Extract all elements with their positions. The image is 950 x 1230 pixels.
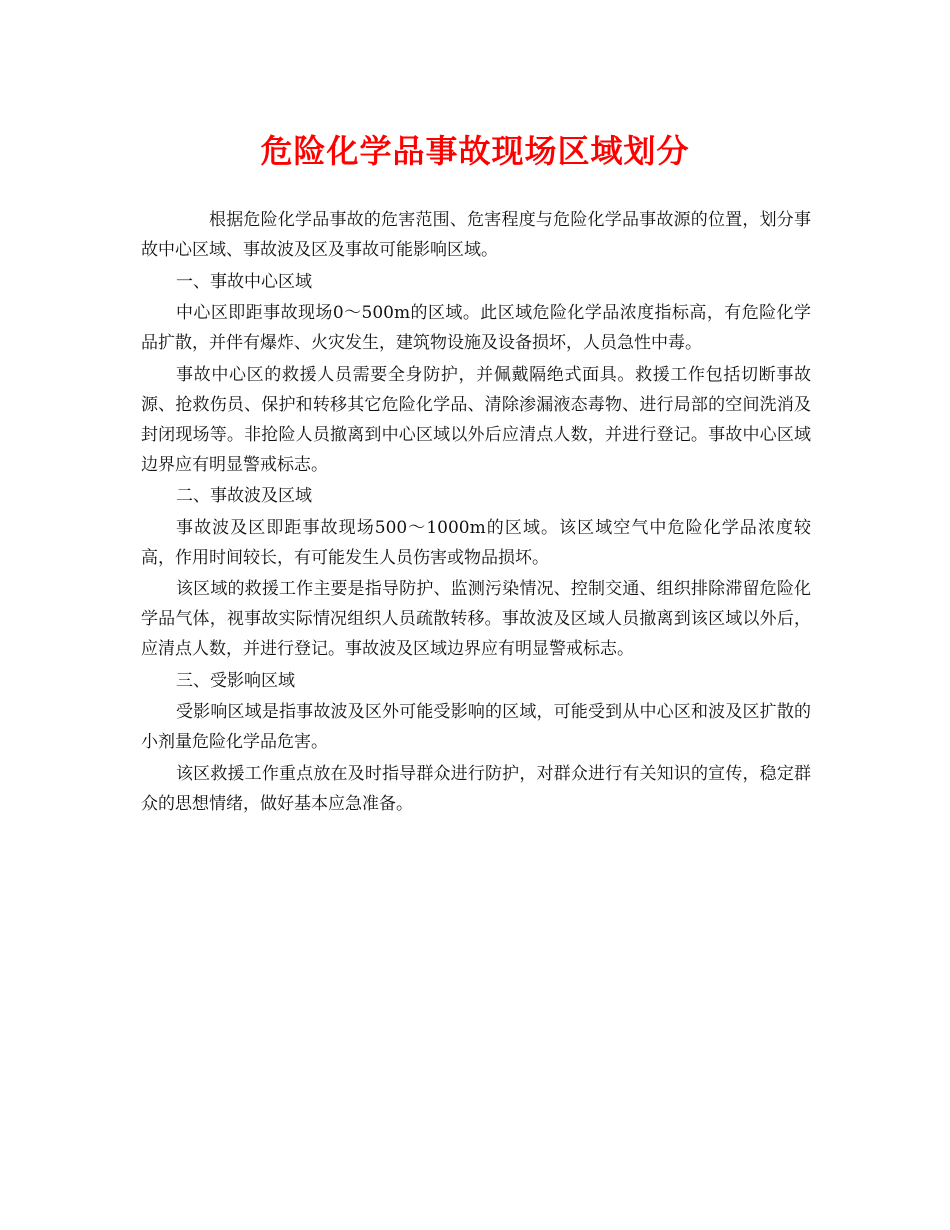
paragraph-affected-zone-rescue: 该区域的救援工作主要是指导防护、监测污染情况、控制交通、组织排除滞留危险化学品气体，视事故实际情况组织人员疏散转移。事故波及区域人员撤离到该区域以外后，应清点人数，并进行登记。事故波及区域边界应有明显警戒标志。 [141, 579, 811, 659]
paragraph-influence-zone-rescue: 该区救援工作重点放在及时指导群众进行防护，对群众进行有关知识的宣传，稳定群众的思想情绪，做好基本应急准备。 [141, 763, 811, 814]
paragraph-intro: 根据危险化学品事故的危害范围、危害程度与危险化学品事故源的位置，划分事故中心区域、事故波及区及事故可能影响区域。 [141, 210, 811, 260]
paragraph-affected-zone-definition: 事故波及区即距事故现场500～1000m的区域。该区域空气中危险化学品浓度较高，作用时间较长，有可能发生人员伤害或物品损坏。 [141, 517, 811, 568]
paragraph-center-zone-definition: 中心区即距事故现场0～500m的区域。此区域危险化学品浓度指标高，有危险化学品扩散，并伴有爆炸、火灾发生，建筑物设施及设备损坏，人员急性中毒。 [141, 303, 811, 353]
paragraph-influence-zone-definition: 受影响区域是指事故波及区外可能受影响的区域，可能受到从中心区和波及区扩散的小剂量危险化学品危害。 [141, 702, 811, 752]
section-heading-influence-zone: 三、受影响区域 [176, 670, 295, 691]
paragraph-center-zone-rescue: 事故中心区的救援人员需要全身防护，并佩戴隔绝式面具。救援工作包括切断事故源、抢救伤员、保护和转移其它危险化学品、清除渗漏液态毒物、进行局部的空间洗消及封闭现场等。非抢险人员撤离到中心区域以外后应清点人数，并进行登记。事故中心区域边界应有明显警戒标志。 [141, 364, 811, 475]
section-heading-center-zone: 一、事故中心区域 [176, 271, 312, 292]
document-title: 危险化学品事故现场区域划分 [260, 132, 690, 170]
document-body [141, 205, 811, 820]
section-heading-affected-zone: 二、事故波及区域 [176, 486, 312, 506]
